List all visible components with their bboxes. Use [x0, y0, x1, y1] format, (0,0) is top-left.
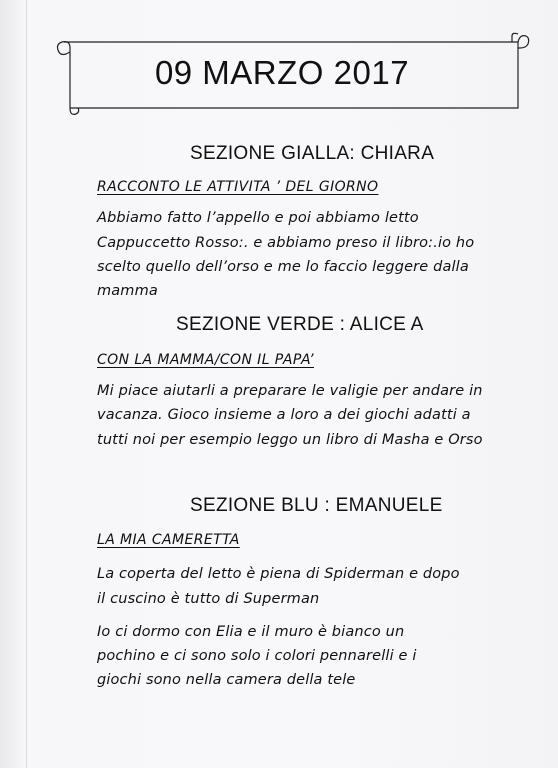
section-subheading-blu: LA MIA CAMERETTA: [97, 532, 240, 548]
body-line: Cappuccetto Rosso:. e abbiamo preso il libro:.io ho: [97, 235, 475, 251]
section-title-gialla: SEZIONE GIALLA: CHIARA: [190, 143, 435, 164]
body-line: il cuscino è tutto di Superman: [97, 591, 320, 607]
body-line: scelto quello dell’orso e me lo faccio leggere dalla: [97, 259, 469, 275]
body-line: Io ci dormo con Elia e il muro è bianco un: [97, 624, 405, 640]
body-line: Abbiamo fatto l’appello e poi abbiamo letto: [97, 210, 419, 226]
section-title-blu: SEZIONE BLU : EMANUELE: [190, 495, 443, 516]
body-line: mamma: [97, 283, 158, 299]
body-line: vacanza. Gioco insieme a loro a dei giochi adatti a: [97, 407, 471, 423]
body-line: giochi sono nella camera della tele: [97, 672, 356, 688]
page-edge-shadow: [26, 0, 27, 768]
body-line: Mi piace aiutarli a preparare le valigie per andare in: [97, 383, 483, 399]
body-line: tutti noi per esempio leggo un libro di Masha e Orso: [97, 432, 483, 448]
page-title: 09 MARZO 2017: [154, 54, 410, 91]
body-line: La coperta del letto è piena di Spiderman e dopo: [97, 566, 460, 582]
body-line: pochino e ci sono solo i colori pennarelli e i: [97, 648, 417, 664]
section-subheading-verde: CON LA MAMMA/CON IL PAPA’: [97, 352, 314, 368]
section-subheading-gialla: RACCONTO LE ATTIVITA ’ DEL GIORNO: [97, 179, 379, 195]
section-title-verde: SEZIONE VERDE : ALICE A: [176, 314, 424, 335]
